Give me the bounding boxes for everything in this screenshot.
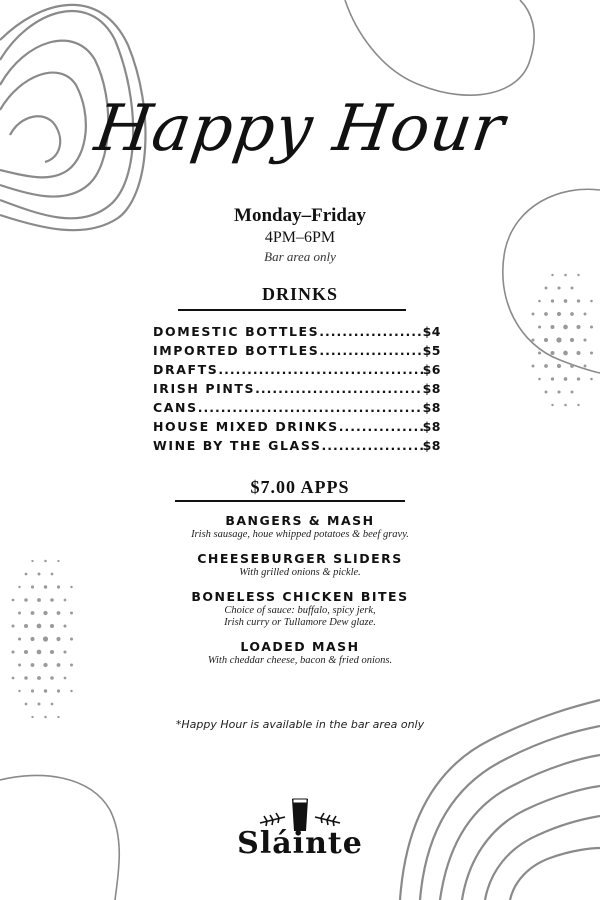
drink-name: WINE BY THE GLASS [153,438,322,453]
app-name: BONELESS CHICKEN BITES [191,589,409,604]
drink-item [153,417,441,436]
drink-price: $8 [422,438,441,453]
drink-item [153,379,441,398]
decor-dot [538,351,541,354]
decor-dot [532,313,535,316]
dot-leader [339,417,423,436]
decor-dot [563,325,568,330]
drink-name: DRAFTS [153,362,219,377]
decor-dot [25,703,28,706]
decor-dot [590,378,593,381]
decor-dot [550,325,554,329]
dot-leader [321,436,422,455]
schedule-hours: 4PM–6PM [264,229,336,246]
app-item [0,589,600,629]
decor-dot [64,677,67,680]
decor-dot [570,338,574,342]
app-description: Choice of sauce: buffalo, spicy jerk, [224,605,376,616]
dot-leader [319,341,422,360]
decor-dot [564,404,567,407]
decor-dot [576,351,580,355]
wheat-right-icon [315,813,340,826]
app-item [0,639,600,667]
app-name: BANGERS & MASH [225,513,375,528]
decor-dot [544,364,548,368]
dot-leader [255,379,422,398]
drink-price: $4 [422,324,441,339]
decor-dot [584,365,587,368]
wheat-left-icon [260,813,285,826]
drink-item [153,360,441,379]
drink-item [153,322,441,341]
decor-dot [577,377,580,380]
decor-dot [577,274,579,276]
decor-dot [590,325,593,328]
schedule-area: Bar area only [264,249,336,264]
app-description: With grilled onions & pickle. [239,567,361,578]
decor-dot [570,312,574,316]
drink-name: DOMESTIC BOTTLES [153,324,320,339]
decor-dot [551,274,553,276]
decor-dot [545,391,548,394]
decor-dot [564,274,567,277]
decor-dot [550,351,554,355]
drinks-list [153,322,441,455]
decor-dot [584,313,587,316]
decor-dot [563,351,568,356]
drink-price: $6 [422,362,441,377]
decor-dot [551,377,554,380]
decor-dot [18,690,20,692]
drink-price: $8 [422,419,441,434]
decor-dot [31,689,34,692]
decor-dot [564,377,568,381]
drink-name: HOUSE MIXED DRINKS [153,419,339,434]
dot-leader [198,398,423,417]
app-item [0,513,600,541]
drink-price: $8 [422,400,441,415]
decor-dot [538,325,541,328]
drink-name: CANS [153,400,198,415]
drinks-heading: DRINKS [261,284,338,304]
decor-dot [532,365,535,368]
drink-item [153,398,441,417]
decor-dot [544,338,548,342]
decor-dot [38,703,41,706]
decor-dot [576,325,580,329]
app-description: Irish sausage, houe whipped potatoes & beef gravy. [191,529,409,540]
drinks-divider [178,309,406,311]
decor-dot [51,703,54,706]
app-description: Irish curry or Tullamore Dew glaze. [224,617,376,628]
decor-dot [557,312,561,316]
schedule-days: Monday–Friday [234,205,366,226]
dot-leader [319,322,422,341]
decor-dot [570,364,574,368]
decor-dot [557,390,560,393]
decor-dot [551,404,553,406]
app-name: CHEESEBURGER SLIDERS [197,551,403,566]
drink-item [153,341,441,360]
decor-dot [70,690,72,692]
decor-dot [571,391,574,394]
decor-dot [577,404,579,406]
drink-price: $5 [422,343,441,358]
dot-leader [218,360,422,379]
decor-dot [556,337,561,342]
decor-dot [557,364,561,368]
drink-name: IMPORTED BOTTLES [153,343,320,358]
drink-item [153,436,441,455]
app-description: With cheddar cheese, bacon & fried onions. [207,655,393,666]
apps-divider [175,500,405,502]
app-name: LOADED MASH [240,639,360,654]
brand-logo-text: Sláinte [237,826,363,861]
page-title: Happy Hour [90,92,510,166]
decor-dot [57,689,60,692]
apps-list [0,513,600,677]
drink-name: IRISH PINTS [153,381,256,396]
drink-price: $8 [422,381,441,396]
footnote: *Happy Hour is available in the bar area only [175,718,425,731]
decor-dot [531,338,534,341]
decor-dot [538,378,541,381]
app-item [0,551,600,579]
decor-dot [583,338,586,341]
decor-dot [544,312,548,316]
decor-dot [590,351,593,354]
apps-heading: $7.00 APPS [250,477,350,497]
decor-dot [44,689,47,692]
decor-dot [12,677,15,680]
